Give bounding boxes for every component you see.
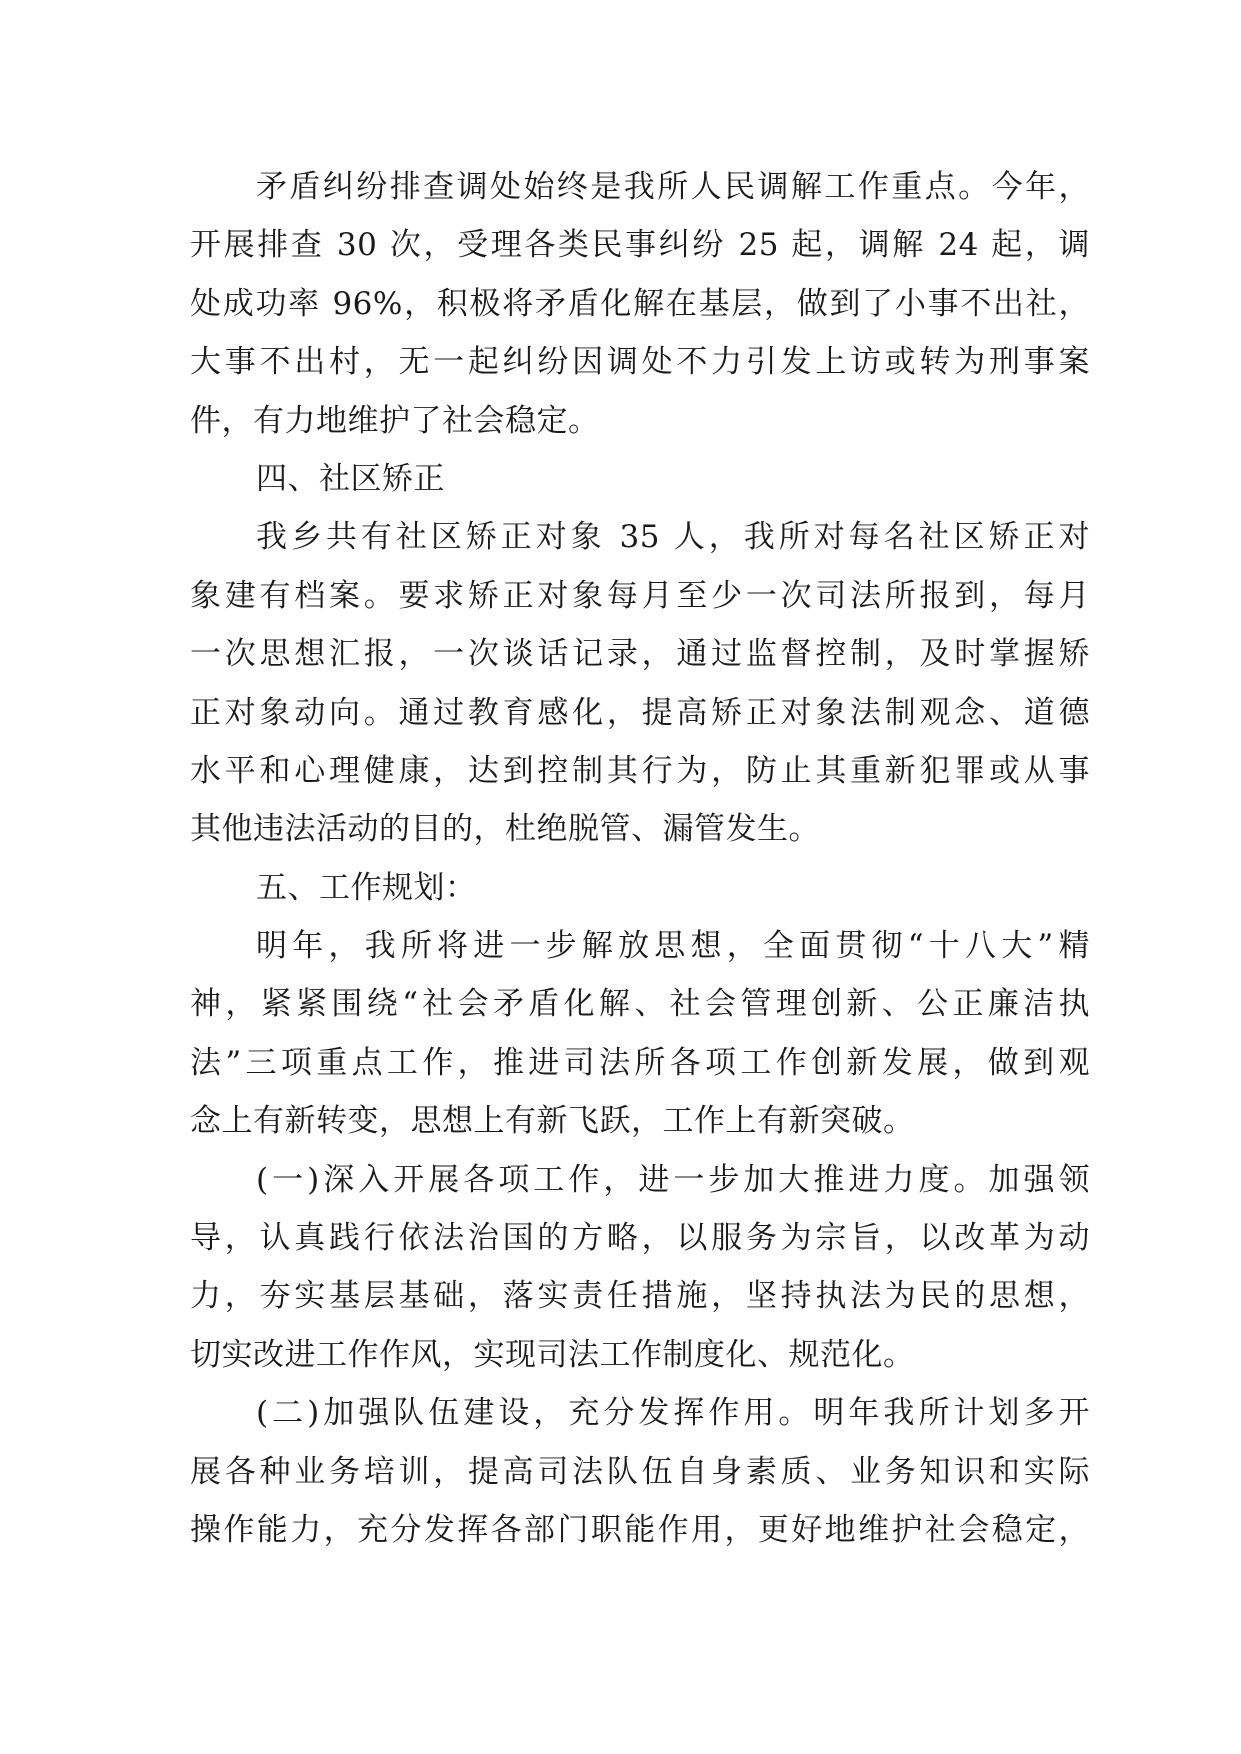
text-line: 大事不出村，无一起纠纷因调处不力引发上访或转为刑事案: [190, 344, 1090, 381]
text-line: 念上有新转变，思想上有新飞跃，工作上有新突破。: [190, 1103, 915, 1140]
text-line: 象建有档案。要求矫正对象每月至少一次司法所报到，每月: [190, 577, 1090, 614]
text-line: 导，认真践行依法治国的方略，以服务为宗旨，以改革为动: [190, 1220, 1090, 1257]
text-line: 处成功率 96%，积极将矛盾化解在基层，做到了小事不出社，: [190, 285, 1090, 322]
text-line: 水平和心理健康，达到控制其行为，防止其重新犯罪或从事: [190, 752, 1090, 789]
text-line: 神，紧紧围绕“社会矛盾化解、社会管理创新、公正廉洁执: [190, 986, 1090, 1023]
text-line: 切实改进工作作风，实现司法工作制度化、规范化。: [190, 1336, 915, 1373]
text-line: 其他违法活动的目的，杜绝脱管、漏管发生。: [190, 811, 820, 848]
text-line: 开展排查 30 次，受理各类民事纠纷 25 起，调解 24 起，调: [190, 227, 1090, 264]
text-line: 四、社区矫正: [256, 460, 445, 497]
text-line: 我乡共有社区矫正对象 35 人，我所对每名社区矫正对: [256, 519, 1090, 556]
text-line: (一)深入开展各项工作，进一步加大推进力度。加强领: [256, 1161, 1090, 1198]
text-line: 明年，我所将进一步解放思想，全面贯彻“十八大”精: [256, 928, 1090, 965]
text-line: 一次思想汇报，一次谈话记录，通过监督控制，及时掌握矫: [190, 636, 1090, 673]
text-line: 矛盾纠纷排查调处始终是我所人民调解工作重点。今年，: [256, 169, 1090, 205]
text-line: 展各种业务培训，提高司法队伍自身素质、业务知识和实际: [190, 1453, 1090, 1490]
text-line: 操作能力，充分发挥各部门职能作用，更好地维护社会稳定，: [190, 1511, 1090, 1548]
text-line: 件，有力地维护了社会稳定。: [190, 402, 600, 439]
text-line: 正对象动向。通过教育感化，提高矫正对象法制观念、道德: [190, 694, 1090, 731]
text-line: 五、工作规划：: [256, 869, 477, 906]
document-body: [190, 158, 1090, 1559]
text-line: 法”三项重点工作，推进司法所各项工作创新发展，做到观: [190, 1044, 1090, 1081]
text-line: 力，夯实基层基础，落实责任措施，坚持执法为民的思想，: [190, 1278, 1090, 1315]
text-line: (二)加强队伍建设，充分发挥作用。明年我所计划多开: [256, 1395, 1090, 1432]
